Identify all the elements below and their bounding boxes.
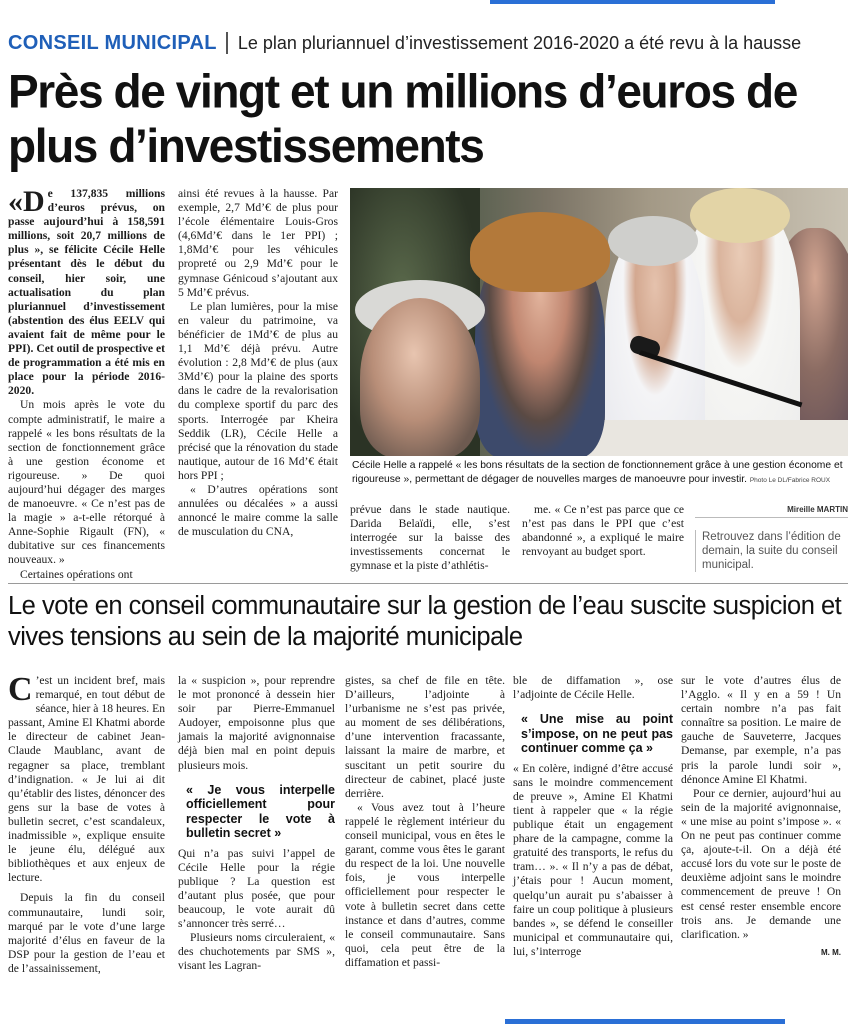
rubric-label: CONSEIL MUNICIPAL (8, 31, 217, 54)
paragraph: gistes, sa chef de file en tête. D’ailleurs, l’adjointe à l’urbanisme ne s’est pas privée, au moment de ses délibérations, d’une intervention fracassante, laissant la maire de marbre, et suscitant un petit sourire du directeur de cabinet, placé juste derrière. (345, 674, 505, 800)
intertitle: « Je vous interpelle officiellement pour respecter le vote à bulletin secret » (186, 782, 335, 841)
byline-rule (695, 517, 848, 518)
paragraph-text: ’est un incident bref, mais remarqué, en tout début de séance, hier à 18 heures. En passant, Amine El Khatmi aborde le directeur de cabinet Jean-Claude Maublanc, avant de regagner sa place, tremblant d’indignation. « Je lui ai dit qu’établir des listes, dénoncer des gens sur la base de votes à bulletin secret, c’est scandaleux, inadmissible », explique ensuite le jeune élu, délégué aux bibliothèques et aux enjeux de lecture. (8, 674, 165, 885)
paragraph: « En colère, indigné d’être accusé sans le moindre commencement de preuve », Amine El Khatmi tient à rappeler que « la régie publique était un engagement phare de la campagne, comme la gratuité des transports, le refus du tram… ». « Il n’y a pas de débat, j’étais pour ! Aucun moment, quelqu’un aurait pu s’abaisser à faire un coup politique à plusieurs bandes », se défend le conseiller municipal et communautaire qui, lui, s’interroge (513, 761, 673, 958)
paragraph: la « suspicion », pour reprendre le mot prononcé à dessein hier soir par Pierre-Emmanuel Audoyer, empoisonne plus que jamais la majorité avignonnaise déjà bien mal en point depuis plusieurs mois. (178, 674, 335, 772)
paragraph: me. « Ce n’est pas parce que ce n’est pas dans le PPI que c’est abandonné », a expliqué le maire renvoyant au budget sport. (522, 503, 684, 559)
article2-column-1 (8, 671, 165, 976)
paragraph-text: e 137,835 millions d’euros prévus, on passe aujourd’hui à 158,591 millions, soit 20,7 millions de plus », se félicite Cécile Helle présentant dès le début du conseil, hier soir, une actualisation du plan pluriannuel d’investissement (abstention des élus EELV qui avaient fait de même pour le PPI). Cet outil de prospective et de programmation a été mis en place pour la période 2016-2020. (8, 187, 165, 398)
article1-lead-paragraph (8, 187, 165, 398)
article1-column-3 (350, 503, 510, 573)
paragraph: ble de diffamation », ose l’adjointe de Cécile Helle. (513, 674, 673, 702)
council-photo (350, 188, 848, 456)
second-headline: Le vote en conseil communautaire sur la gestion de l’eau suscite suspicion et vives tensions au sein de la majorité municipale (8, 592, 842, 651)
caption-text: Cécile Helle a rappelé « les bons résultats de la section de fonctionnement grâce à une gestion économe et rigoureuse », permettant de dégager de nouvelles marges de manoeuvre pour investir. (352, 460, 843, 485)
main-headline: Près de vingt et un millions d’euros de plus d’investissements (8, 64, 797, 173)
intertitle: « Une mise au point s’impose, on ne peut pas continuer comme ça » (521, 712, 673, 756)
paragraph: Plusieurs noms circuleraient, « des chuchotements par SMS », visant les Lagran- (178, 931, 335, 973)
signature: M. M. (821, 947, 841, 957)
paragraph: Pour ce dernier, aujourd’hui au sein de la majorité avignonnaise, « une mise au point s’impose ». « On ne peut pas continuer comme ça, ajoute-t-il. On a déjà été accusé lors du vote sur le poste de deuxième adjoint sans le moindre commencement de preuve ! On est censé rester ensemble encore trois ans. Je demande une clarification. » (681, 786, 841, 941)
section-divider (8, 583, 848, 584)
paragraph: prévue dans le stade nautique. Darida Belaïdi, elle, s’est interrogée sur la baisse des investissements concernat le gymnase et la piste d’athlétis- (350, 503, 510, 573)
continuation-inset: Retrouvez dans l’édition de demain, la suite du conseil municipal. (695, 530, 850, 572)
paragraph: ainsi été revues à la hausse. Par exemple, 2,7 Md’€ de plus pour l’école élémentaire Louis-Gros (4,6Md’€ dans le 1er PPI) ; 1,8Md’€ pour les véhicules propreté ou 2,9 Md’€ pour le gymnase Génicoud s’ajoutant aux 5 Md’€ prévus. (178, 187, 338, 299)
paragraph: Qui n’a pas suivi l’appel de Cécile Helle pour la régie publique ? La question est d’autant plus posée, que pour beaucoup, le vote aurait dû s’annoncer très serré… (178, 846, 335, 931)
kicker-subtitle: Le plan pluriannuel d’investissement 2016-2020 a été revu à la hausse (237, 32, 802, 53)
article2-column-4 (513, 674, 673, 959)
photo-credit: Photo Le DL/Fabrice ROUX (749, 476, 831, 484)
paragraph: Un mois après le vote du compte administratif, le maire a rappelé « les bons résultats de la section de fonctionnement grâce à une gestion économe et rigoureuse. » De quoi aujourd’hui dégager des marges de manoeuvre. « Ce n’est pas de la magie » a-t-elle rétorqué à Anne-Sophie Rigault (FN), « dubitative sur ces financements nouveaux. » (8, 398, 165, 567)
paragraph: « Vous avez tout à l’heure rappelé le règlement intérieur du conseil municipal, vous en êtes le garant, comme vous êtes le garant du respect de la loi. Une nouvelle fois, je vous interpelle officiellement pour respecter le vote à bulletin secret dans cette instance et dans d’autres, comme le conseil communautaire. Sans quoi, cela peut être de la diffamation et passi- (345, 800, 505, 969)
byline: Mireille MARTIN (787, 505, 848, 514)
top-accent-bar (490, 0, 775, 4)
article2-column-2 (178, 674, 335, 974)
kicker-divider (226, 32, 228, 54)
paragraph: « D’autres opérations sont annulées ou décalées » a aussi annoncé le maire comme la salle de musculation du CNA, (178, 482, 338, 539)
photo-caption (352, 459, 848, 487)
article2-lead-paragraph (8, 671, 165, 885)
article1-column-4 (522, 503, 684, 559)
paragraph: sur le vote d’autres élus de l’Agglo. « Il y en a 59 ! Un certain nombre n’a pas fait connaître sa position. Le maire de gauche de Sauveterre, Jacques Demanse, par exemple, n’a pas pris la parole lundi soir », dénonce Amine El Khatmi. (681, 674, 841, 786)
paragraph: Depuis la fin du conseil communautaire, lundi soir, marqué par le vote d’une large majorité d’élus en faveur de la DSP pour la gestion de l’eau et de l’assainissement, (8, 891, 165, 975)
article2-column-5 (681, 674, 841, 960)
article1-column-1 (8, 187, 165, 582)
kicker (8, 30, 801, 56)
dropcap: «D (8, 185, 45, 218)
paragraph: Certaines opérations ont (20, 567, 133, 581)
article1-column-2 (178, 187, 338, 539)
bottom-accent-bar (505, 1019, 785, 1024)
dropcap: C (8, 671, 33, 708)
paragraph: Le plan lumières, pour la mise en valeur du patrimoine, va bénéficier de 1Md’€ de plus au 1,1 Md’€ déjà prévu. Autre évolution : 2,8 Md’€ de plus (aux 3Md’€) pour la plaine des sports dans le cadre de la revalorisation du complexe sportif du parc des sports. Interrogée par Kheira Seddik (LR), Cécile Helle a précisé que la rénovation du stade nautique, autour de 16 Md’€ était hors PPI ; (178, 299, 338, 482)
article2-column-3 (345, 674, 505, 970)
